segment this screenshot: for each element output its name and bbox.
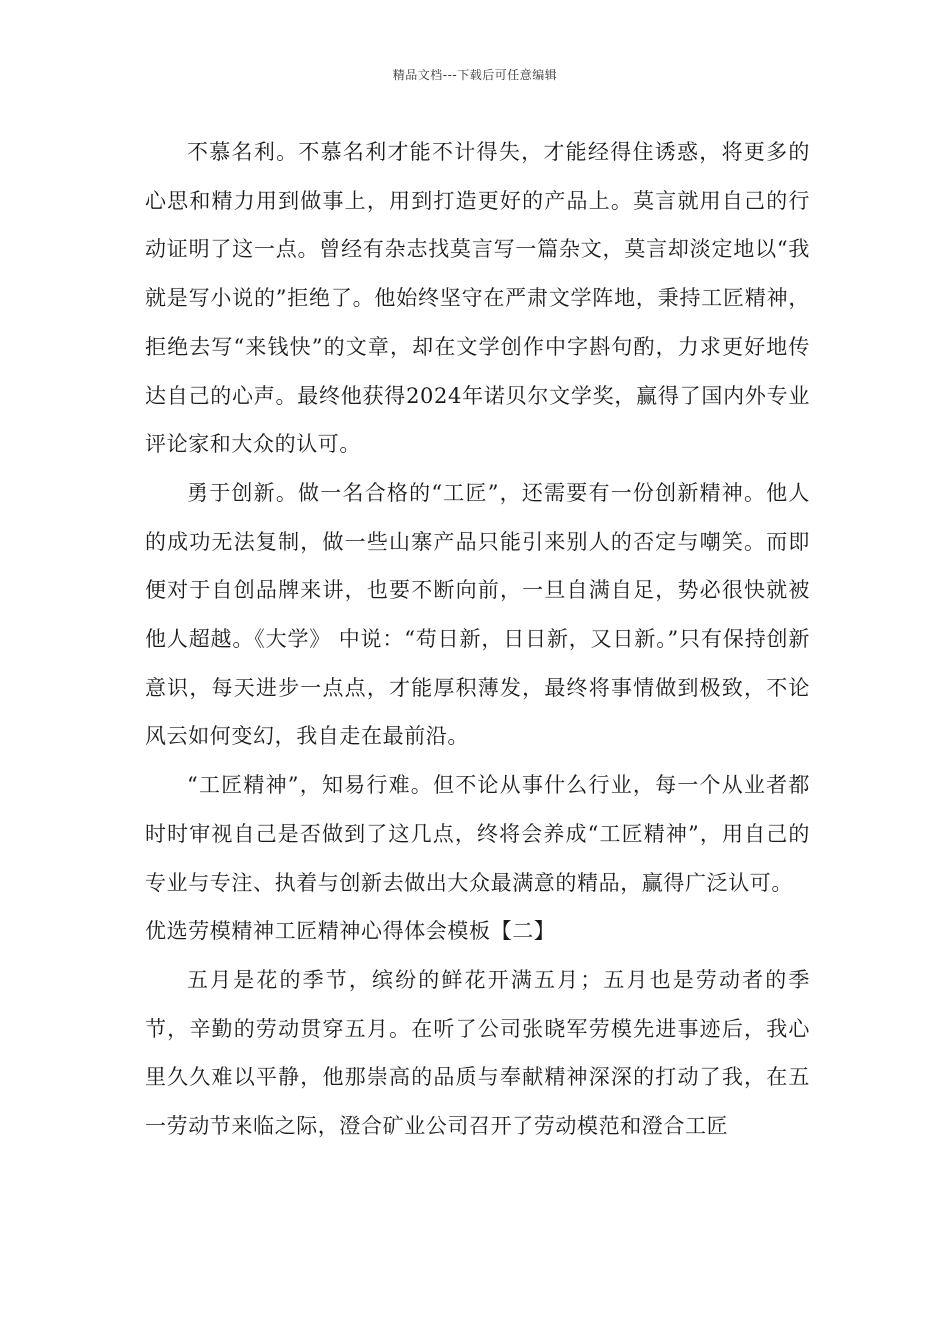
section-title: 优选劳模精神工匠精神心得体会模板【二】 (145, 919, 556, 944)
paragraph-craftsman-spirit: “工匠精神”，知易行难。但不论从事什么行业，每一个从业者都时时审视自己是否做到了这几点，终将会养成“工匠精神”，用自己的专业与专注、执着与创新去做出大众最满意的精品，赢得广泛认可。 (145, 773, 810, 895)
document-body (145, 128, 810, 1151)
page-header: 精品文档---下载后可任意编辑 (392, 68, 558, 82)
paragraph-not-seeking-fame: 不慕名利。不慕名利才能不计得失，才能经得住诱惑，将更多的心思和精力用到做事上，用到打造更好的产品上。莫言就用自己的行动证明了这一点。曾经有杂志找莫言写一篇杂文，莫言却淡定地以“我就是写小说的”拒绝了。他始终坚守在严肃文学阵地，秉持工匠精神，拒绝去写“来钱快”的文章，却在文学创作中字斟句酌，力求更好地传达自己的心声。最终他获得2024年诺贝尔文学奖，赢得了国内外专业评论家和大众的认可。 (145, 140, 810, 457)
paragraph-may-labor: 五月是花的季节，缤纷的鲜花开满五月；五月也是劳动者的季节，辛勤的劳动贯穿五月。在听了公司张晓军劳模先进事迹后，我心里久久难以平静，他那崇高的品质与奉献精神深深的打动了我，在五一劳动节来临之际，澄合矿业公司召开了劳动模范和澄合工匠 (145, 967, 810, 1139)
paragraph-innovation: 勇于创新。做一名合格的“工匠”，还需要有一份创新精神。他人的成功无法复制，做一些山寨产品只能引来别人的否定与嘲笑。而即便对于自创品牌来讲，也要不断向前，一旦自满自足，势必很快就被他人超越。《大学》 中说：“苟日新，日日新，又日新。”只有保持创新意识，每天进步一点点，才能厚积薄发，最终将事情做到极致，不论风云如何变幻，我自走在最前沿。 (145, 480, 810, 749)
